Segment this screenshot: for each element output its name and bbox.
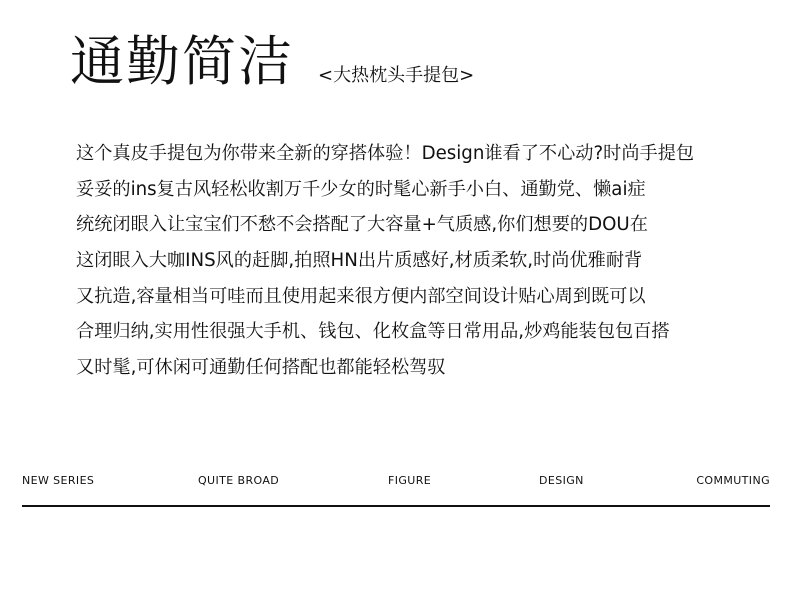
tag-quite-broad: QUITE BROAD bbox=[198, 474, 280, 487]
description-paragraph bbox=[76, 139, 766, 389]
page-subtitle: <大热枕头手提包> bbox=[318, 65, 475, 86]
description-line: 合理归纳,实用性很强大手机、钱包、化枚盒等日常用品,炒鸡能装包包百搭 bbox=[76, 321, 670, 343]
description-line: 妥妥的ins复古风轻松收割万千少女的时髦心新手小白、通勤党、懒ai症 bbox=[76, 178, 646, 200]
tag-figure: FIGURE bbox=[388, 474, 432, 487]
tag-new-series: NEW SERIES bbox=[22, 474, 95, 487]
description-line: 这个真皮手提包为你带来全新的穿搭体验！Design谁看了不心动?时尚手提包 bbox=[76, 143, 695, 164]
description-line: 统统闭眼入让宝宝们不愁不会搭配了大容量+气质感,你们想要的DOU在 bbox=[76, 214, 648, 236]
tag-design: DESIGN bbox=[539, 474, 584, 487]
tag-commuting: COMMUTING bbox=[696, 474, 770, 487]
feature-tags bbox=[22, 473, 770, 491]
divider-line bbox=[22, 505, 770, 507]
description-line: 又抗造,容量相当可哇而且使用起来很方便内部空间设计贴心周到既可以 bbox=[76, 285, 646, 307]
page-title: 通勤简洁 bbox=[70, 30, 294, 93]
description-line: 这闭眼入大咖INS风的赶脚,拍照HN出片质感好,材质柔软,时尚优雅耐背 bbox=[76, 250, 643, 272]
description-line: 又时髦,可休闲可通勤任何搭配也都能轻松驾驭 bbox=[76, 357, 446, 379]
title-row bbox=[70, 24, 474, 94]
